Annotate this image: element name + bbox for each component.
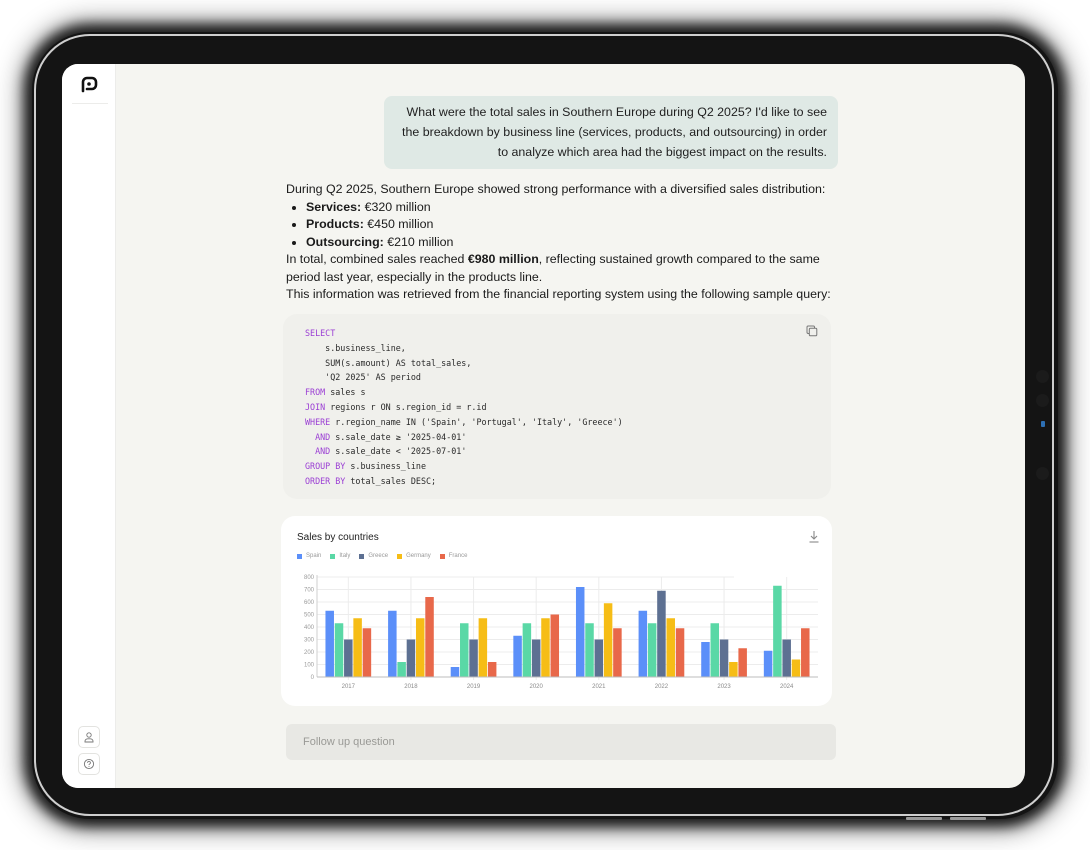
bar-italy-2021 — [585, 623, 594, 677]
hardware-button — [906, 817, 942, 820]
code-line — [305, 356, 831, 371]
bar-spain-2017 — [325, 611, 334, 677]
assistant-answer — [286, 181, 834, 304]
bar-spain-2024 — [764, 651, 773, 677]
bar-france-2019 — [488, 662, 497, 677]
sql-text: SUM(s.amount) AS total_sales, — [305, 357, 472, 368]
user-icon — [83, 731, 95, 743]
y-tick-label: 700 — [303, 587, 314, 594]
sql-keyword: AND — [305, 446, 331, 457]
bar-italy-2022 — [648, 623, 657, 677]
bar-italy-2018 — [397, 662, 406, 677]
bar-france-2024 — [801, 628, 810, 677]
code-line — [305, 370, 831, 385]
status-led — [1041, 421, 1045, 427]
follow-up-input[interactable] — [286, 724, 836, 760]
help-icon — [83, 758, 95, 770]
bar-germany-2024 — [792, 660, 801, 678]
legend-label: Germany — [406, 553, 431, 559]
code-line — [305, 385, 831, 400]
bar-greece-2023 — [720, 640, 729, 678]
y-tick-label: 100 — [303, 662, 314, 669]
legend-label: Spain — [306, 553, 322, 559]
help-button[interactable] — [78, 753, 100, 775]
bar-greece-2021 — [595, 640, 604, 678]
code-lines — [305, 326, 831, 489]
x-tick-label: 2022 — [654, 684, 669, 690]
x-tick-label: 2024 — [780, 684, 794, 690]
y-tick-label: 300 — [303, 637, 314, 644]
code-line — [305, 341, 831, 356]
code-line — [305, 430, 831, 445]
sql-keyword: SELECT — [305, 328, 336, 338]
bar-spain-2020 — [513, 636, 522, 677]
bar-france-2022 — [676, 628, 685, 677]
sensor-dot — [1036, 394, 1049, 407]
answer-bullets — [286, 199, 834, 252]
sales-chart-card — [281, 516, 832, 706]
answer-intro: During Q2 2025, Southern Europe showed strong performance with a diversified sales distribution: — [286, 182, 826, 196]
answer-total: In total, combined sales reached €980 million, reflecting sustained growth compared to the same period last year, especially in the products line. — [286, 252, 820, 284]
bar-italy-2019 — [460, 623, 469, 677]
bar-chart — [281, 516, 832, 706]
sql-keyword: ORDER BY — [305, 475, 346, 486]
code-line — [305, 474, 831, 489]
bar-germany-2022 — [666, 618, 675, 677]
bullet-services: • Services: €320 million — [306, 199, 834, 217]
bar-spain-2023 — [701, 642, 710, 677]
bar-france-2020 — [551, 615, 560, 678]
x-tick-label: 2019 — [466, 684, 481, 690]
code-line — [305, 400, 831, 415]
y-tick-label: 800 — [303, 575, 314, 581]
bar-greece-2017 — [344, 640, 353, 678]
copy-icon[interactable] — [805, 324, 819, 338]
bar-italy-2020 — [523, 623, 532, 677]
bar-france-2017 — [363, 628, 372, 677]
sql-text: total_sales DESC; — [345, 475, 437, 486]
x-tick-label: 2023 — [717, 684, 731, 690]
chat-main — [115, 64, 1025, 788]
x-tick-label: 2018 — [404, 684, 418, 690]
chart-title: Sales by countries — [297, 532, 379, 543]
sql-code-block — [283, 314, 831, 499]
code-line — [305, 444, 831, 459]
y-tick-label: 600 — [303, 600, 314, 606]
bar-italy-2023 — [711, 623, 720, 677]
y-tick-label: 0 — [310, 675, 314, 681]
y-tick-label: 400 — [303, 625, 314, 631]
bar-greece-2020 — [532, 640, 541, 678]
bar-spain-2021 — [576, 587, 585, 677]
bar-italy-2017 — [335, 623, 344, 677]
bar-germany-2019 — [479, 618, 488, 677]
bar-france-2023 — [738, 648, 747, 677]
x-tick-label: 2020 — [529, 684, 543, 690]
bar-spain-2019 — [451, 667, 460, 677]
bullet-products: • Products: €450 million — [306, 216, 834, 234]
bar-france-2018 — [425, 597, 434, 677]
sensor-dot — [1036, 467, 1049, 480]
legend-label: France — [448, 553, 468, 559]
sql-text: regions r ON s.region_id = r.id — [325, 401, 487, 412]
x-tick-label: 2017 — [341, 684, 355, 690]
bar-germany-2021 — [604, 603, 613, 677]
bar-italy-2024 — [773, 586, 782, 677]
sql-text: s.business_line — [345, 461, 427, 472]
code-line — [305, 326, 831, 341]
sql-text: sales s — [325, 387, 366, 398]
camera-dot — [1036, 370, 1049, 383]
bar-greece-2024 — [782, 640, 791, 678]
profile-button[interactable] — [78, 726, 100, 748]
sidebar-divider — [72, 103, 108, 104]
code-line — [305, 459, 831, 474]
sql-text: s.sale_date < '2025-07-01' — [330, 446, 467, 457]
bar-germany-2018 — [416, 618, 425, 677]
sql-keyword: FROM — [305, 387, 326, 398]
legend-label: Italy — [339, 553, 351, 559]
sql-keyword: WHERE — [305, 416, 331, 427]
sql-keyword: AND — [305, 431, 331, 442]
bar-germany-2017 — [353, 618, 362, 677]
bar-greece-2018 — [407, 640, 416, 678]
bar-germany-2020 — [541, 618, 550, 677]
app-screen — [62, 64, 1025, 788]
answer-source-note: This information was retrieved from the financial reporting system using the following sample query: — [286, 287, 831, 301]
bar-spain-2022 — [639, 611, 648, 677]
bar-spain-2018 — [388, 611, 397, 677]
bullet-outsourcing: • Outsourcing: €210 million — [306, 234, 834, 252]
app-logo-icon[interactable] — [78, 74, 100, 96]
y-tick-label: 200 — [303, 650, 314, 656]
y-tick-label: 500 — [303, 612, 314, 619]
hardware-button — [950, 817, 986, 820]
sql-keyword: GROUP BY — [305, 461, 346, 472]
sql-text: 'Q2 2025' AS period — [305, 372, 421, 383]
sql-text: s.business_line, — [305, 342, 406, 353]
sql-keyword: JOIN — [305, 401, 326, 412]
bar-greece-2019 — [469, 640, 478, 678]
user-message: What were the total sales in Southern Europe during Q2 2025? I'd like to see the breakdown by business line (services, products, and outsourcing) in order to analyze which area had the biggest impact on the results. — [384, 96, 838, 169]
x-tick-label: 2021 — [592, 684, 606, 690]
sql-text: s.sale_date ≥ '2025-04-01' — [330, 431, 467, 442]
bar-germany-2023 — [729, 662, 738, 677]
sql-text: r.region_name IN ('Spain', 'Portugal', 'Italy', 'Greece') — [330, 416, 623, 427]
bar-france-2021 — [613, 628, 622, 677]
bar-greece-2022 — [657, 591, 666, 677]
code-line — [305, 415, 831, 430]
legend-label: Greece — [368, 553, 389, 559]
sidebar — [62, 64, 116, 788]
